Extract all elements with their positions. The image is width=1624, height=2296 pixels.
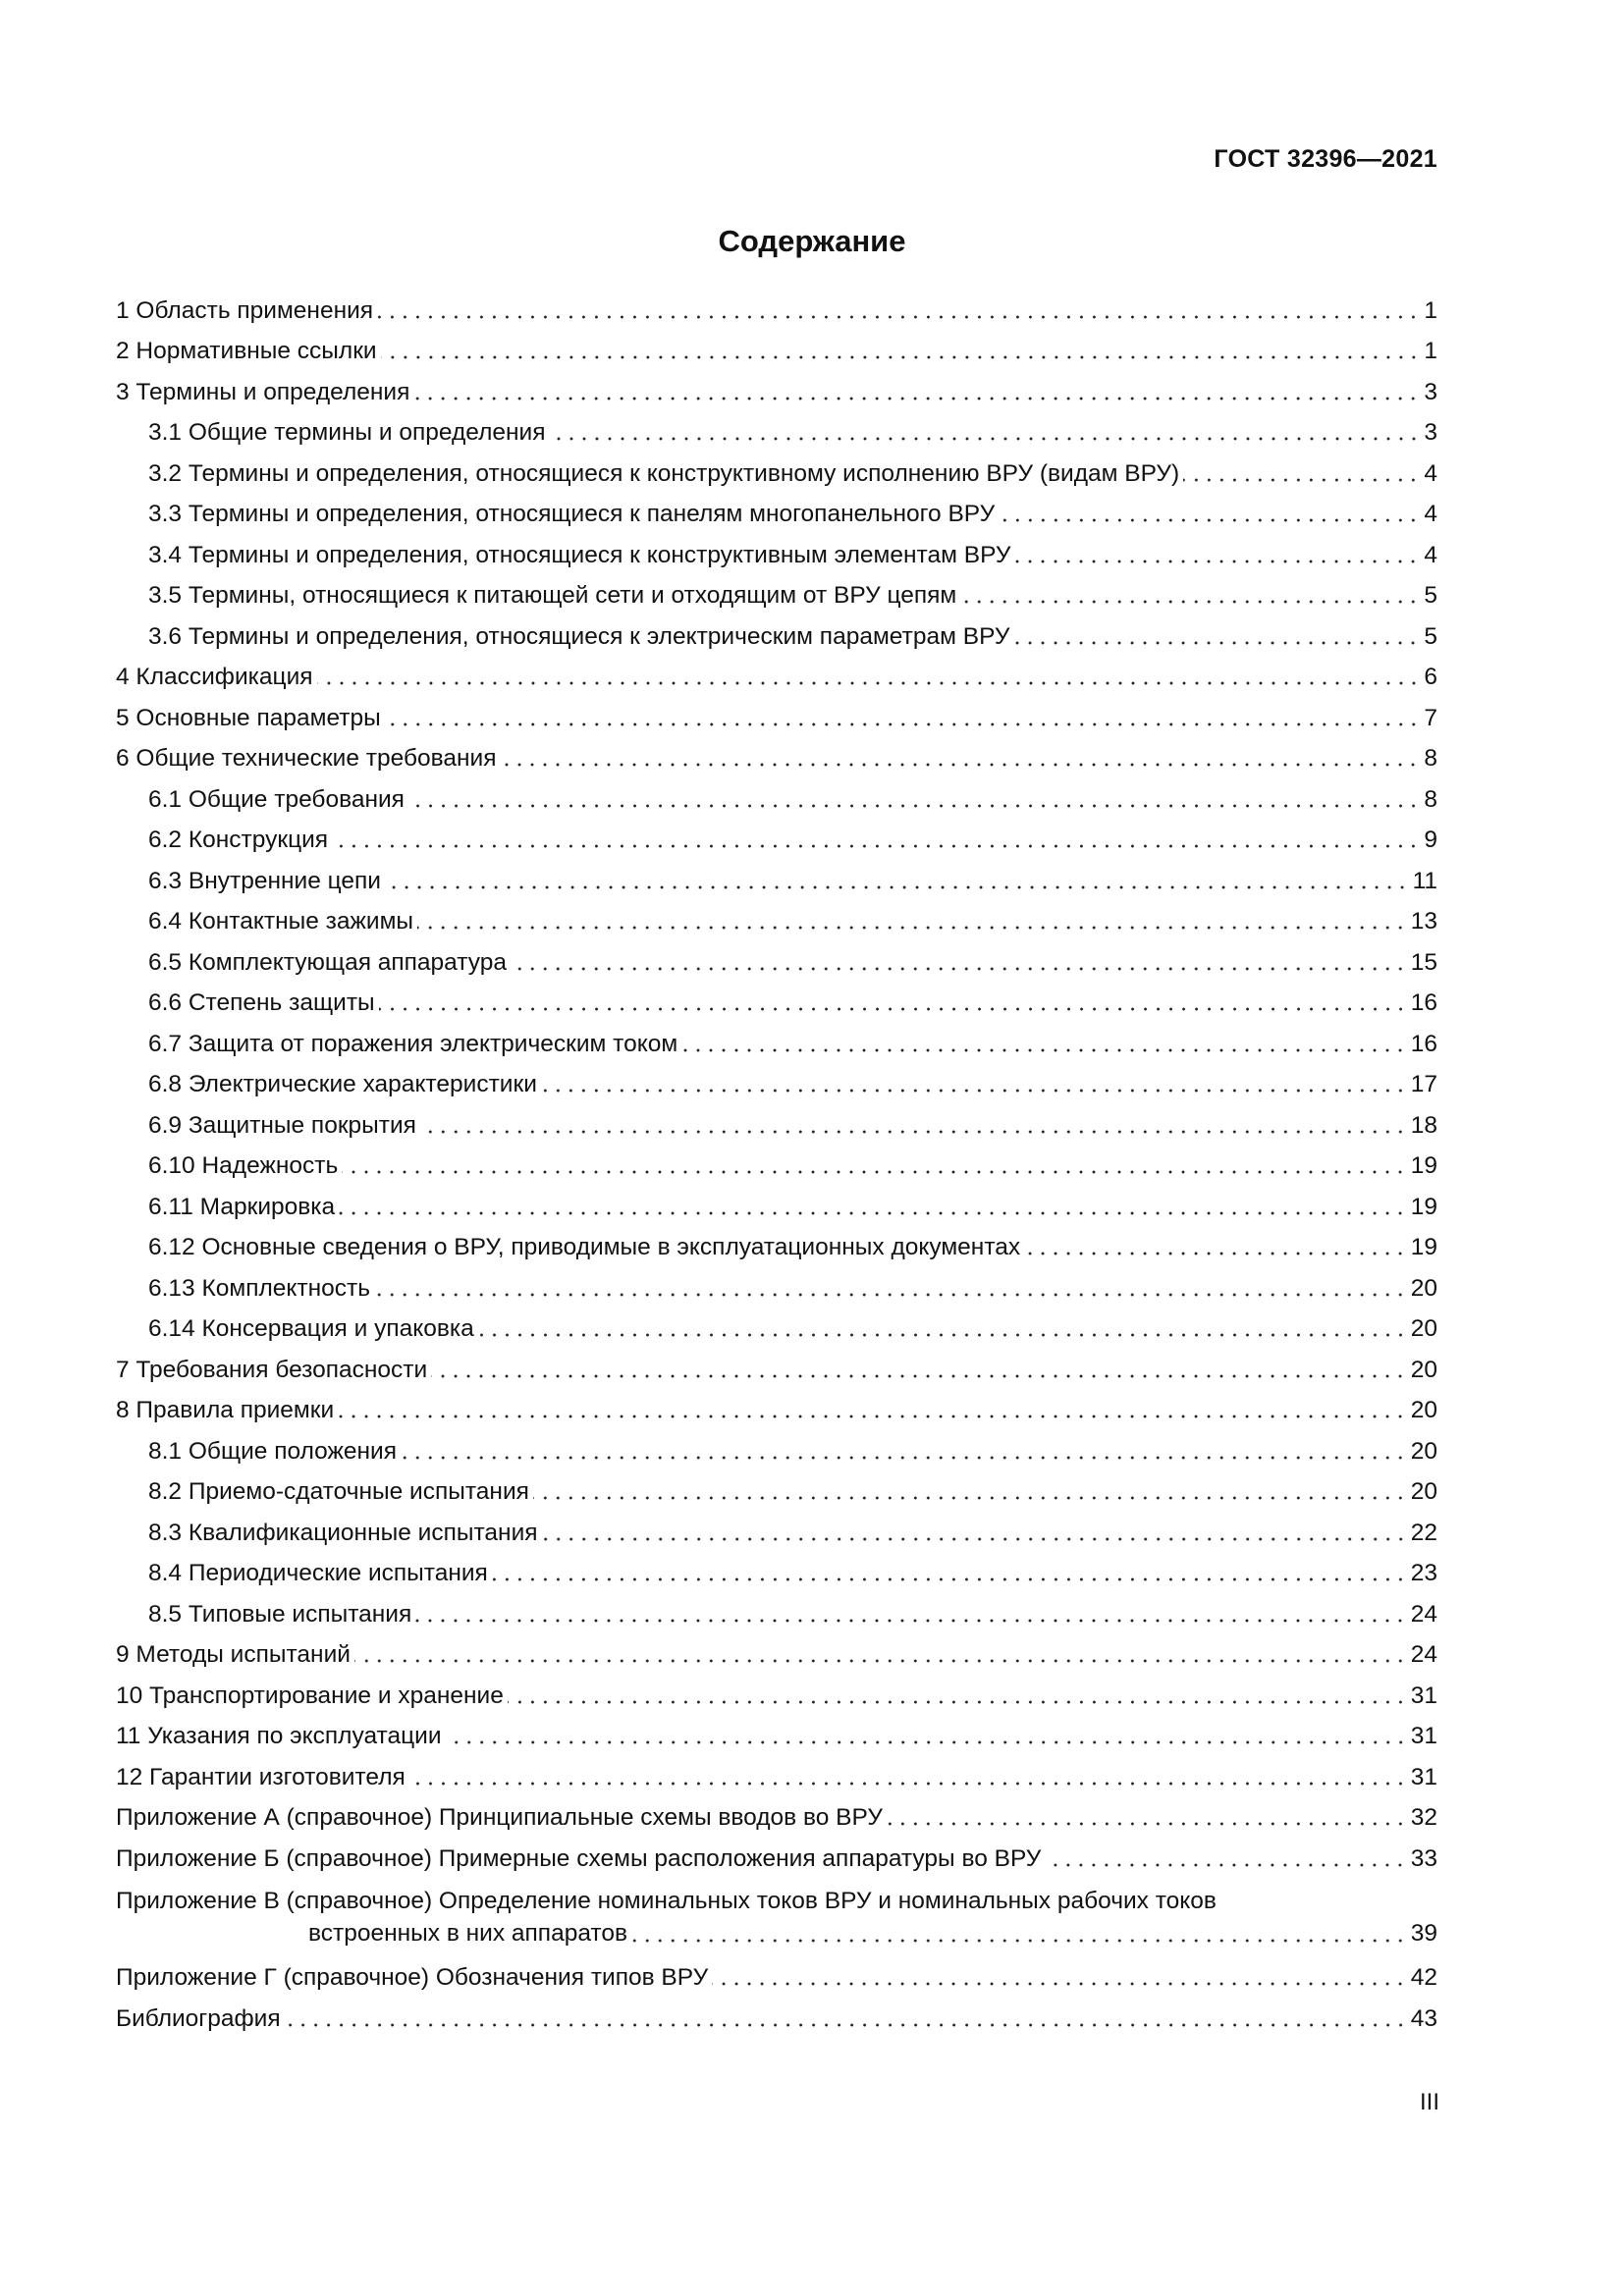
toc-entry-text: Приложение Б (справочное) Примерные схемы расположения аппаратуры во ВРУ	[116, 1844, 1042, 1872]
toc-entry[interactable]	[116, 692, 1437, 733]
toc-entry[interactable]	[116, 1304, 1437, 1345]
dot-leader	[381, 355, 1420, 359]
dot-leader	[408, 804, 1420, 808]
toc-entry[interactable]	[116, 1507, 1437, 1548]
toc-entry-page: 15	[1410, 948, 1437, 976]
toc-entry-text: Приложение А (справочное) Принципиальные схемы вводов во ВРУ	[116, 1804, 883, 1831]
toc-entry[interactable]	[116, 1262, 1437, 1304]
toc-entry-text: 8 Правила приемки	[116, 1397, 335, 1423]
toc-entry[interactable]	[116, 1425, 1437, 1467]
dot-leader	[332, 844, 1420, 848]
dot-leader	[492, 1577, 1407, 1581]
toc-entry-text: 1 Область применения	[116, 296, 374, 324]
toc-entry-text: 6.7 Защита от поражения электрическим током	[148, 1030, 678, 1057]
dot-leader	[511, 967, 1407, 971]
dot-leader	[478, 1333, 1407, 1337]
toc-entry-text: 3.1 Общие термины и определения	[148, 419, 546, 446]
toc-entry-page: 19	[1410, 1193, 1437, 1220]
dot-leader	[960, 600, 1420, 604]
toc-entry[interactable]	[116, 1222, 1437, 1263]
toc-entry[interactable]	[116, 1711, 1437, 1752]
toc-entry-text: 6.1 Общие требования	[148, 785, 405, 813]
toc-entry-page: 20	[1410, 1437, 1437, 1465]
toc-entry-text: 6.14 Консервация и упаковка	[148, 1315, 474, 1342]
toc-entry-text: 6 Общие технические требования	[116, 745, 497, 772]
toc-entry-page: 24	[1410, 1641, 1437, 1668]
dot-leader	[379, 1007, 1407, 1011]
toc-entry-page: 5	[1424, 582, 1437, 609]
toc-entry-page: 18	[1410, 1111, 1437, 1139]
toc-entry-text: 8.5 Типовые испытания	[148, 1600, 412, 1628]
toc-entry[interactable]	[116, 1099, 1437, 1141]
dot-leader	[1014, 560, 1420, 563]
dot-leader	[1024, 1252, 1407, 1255]
toc-entry[interactable]	[116, 815, 1437, 856]
dot-leader	[413, 397, 1420, 400]
dot-leader	[550, 437, 1420, 441]
toc-entry[interactable]	[116, 774, 1437, 815]
toc-entry-page: 3	[1424, 419, 1437, 446]
toc-entry[interactable]	[116, 448, 1437, 489]
toc-entry-page: 17	[1410, 1071, 1437, 1097]
dot-leader	[712, 1982, 1407, 1986]
toc-entry-page: 16	[1410, 989, 1437, 1016]
table-of-contents	[116, 285, 1437, 2034]
dot-leader	[541, 1089, 1407, 1093]
toc-entry-page: 3	[1424, 378, 1437, 405]
toc-entry-text: 6.8 Электрические характеристики	[148, 1071, 537, 1097]
toc-entry-page: 22	[1410, 1519, 1437, 1546]
toc-entry-page: 8	[1424, 785, 1437, 813]
dot-leader	[342, 1170, 1406, 1174]
toc-entry-text: 6.6 Степень защиты	[148, 989, 375, 1016]
toc-entry[interactable]	[116, 1751, 1437, 1792]
dot-leader	[1013, 641, 1420, 645]
toc-entry-page: 39	[1410, 1919, 1437, 1947]
dot-leader	[385, 885, 1409, 889]
toc-entry[interactable]	[116, 570, 1437, 612]
toc-entry-text: 10 Транспортирование и хранение	[116, 1682, 504, 1709]
toc-entry-page: 1	[1424, 296, 1437, 324]
toc-entry-text: 8.2 Приемо-сдаточные испытания	[148, 1478, 529, 1505]
toc-entry-page: 4	[1424, 541, 1437, 568]
toc-entry-text: Приложение В (справочное) Определение номинальных токов ВРУ и номинальных рабочих токов	[116, 1887, 1217, 1914]
dot-leader	[420, 1130, 1407, 1134]
toc-entry[interactable]	[116, 366, 1437, 407]
toc-entry-text: 3 Термины и определения	[116, 378, 410, 405]
toc-entry-page: 24	[1410, 1600, 1437, 1628]
toc-entry-text: 8.3 Квалификационные испытания	[148, 1519, 538, 1546]
dot-leader	[317, 681, 1420, 685]
toc-entry-text: 6.9 Защитные покрытия	[148, 1111, 416, 1139]
dot-leader	[401, 1456, 1407, 1460]
page-title: Содержание	[718, 224, 906, 258]
toc-entry-text: 11 Указания по эксплуатации	[116, 1723, 442, 1749]
toc-entry-page: 19	[1410, 1234, 1437, 1260]
toc-entry-page: 20	[1410, 1478, 1437, 1505]
toc-entry-page: 4	[1424, 501, 1437, 527]
dot-leader	[887, 1822, 1407, 1826]
toc-entry[interactable]	[116, 652, 1437, 693]
toc-entry-text: 3.3 Термины и определения, относящиеся к панелям многопанельного ВРУ	[148, 501, 996, 527]
dot-leader	[415, 1619, 1406, 1623]
toc-entry-page: 20	[1410, 1397, 1437, 1423]
toc-entry[interactable]	[116, 936, 1437, 978]
toc-entry-page: 31	[1410, 1723, 1437, 1749]
dot-leader	[409, 1782, 1407, 1786]
dot-leader	[417, 926, 1407, 930]
toc-entry[interactable]	[116, 1181, 1437, 1222]
dot-leader	[431, 1374, 1407, 1378]
toc-entry[interactable]	[116, 855, 1437, 896]
toc-entry-text-continued: встроенных в них аппаратов	[308, 1919, 627, 1947]
page-number: III	[1419, 2089, 1439, 2115]
toc-entry-text: 8.1 Общие положения	[148, 1437, 398, 1465]
toc-entry[interactable]	[116, 1344, 1437, 1385]
toc-entry-text: 3.4 Термины и определения, относящиеся к конструктивным элементам ВРУ	[148, 541, 1011, 568]
toc-entry-page: 33	[1410, 1844, 1437, 1872]
toc-entry-page: 42	[1410, 1964, 1437, 1991]
toc-entry-text: 6.10 Надежность	[148, 1152, 339, 1179]
toc-entry-page: 7	[1424, 704, 1437, 731]
dot-leader	[681, 1048, 1407, 1052]
dot-leader	[1045, 1863, 1406, 1867]
document-designation: ГОСТ 32396—2021	[1214, 145, 1437, 173]
toc-entry[interactable]	[116, 1385, 1437, 1426]
dot-leader	[374, 1293, 1407, 1297]
toc-entry[interactable]	[116, 1670, 1437, 1711]
dot-leader	[631, 1939, 1407, 1943]
toc-entry-page: 23	[1410, 1560, 1437, 1586]
toc-entry-page: 9	[1424, 827, 1437, 853]
toc-entry-page: 11	[1412, 867, 1437, 894]
toc-entry-text: 8.4 Периодические испытания	[148, 1560, 488, 1586]
dot-leader	[446, 1740, 1407, 1744]
toc-entry-text: 6.11 Маркировка	[148, 1193, 336, 1220]
toc-entry[interactable]	[116, 1059, 1437, 1100]
toc-entry-text: Библиография	[116, 2004, 281, 2032]
toc-entry[interactable]	[116, 896, 1437, 937]
toc-entry[interactable]	[116, 1874, 1437, 1949]
toc-entry-page: 8	[1424, 745, 1437, 772]
dot-leader	[508, 1700, 1407, 1704]
toc-entry[interactable]	[116, 1952, 1437, 1994]
toc-entry-page: 19	[1410, 1152, 1437, 1179]
dot-leader	[533, 1496, 1407, 1500]
toc-entry-text: Приложение Г (справочное) Обозначения типов ВРУ	[116, 1964, 709, 1991]
toc-entry-text: 5 Основные параметры	[116, 704, 381, 731]
toc-entry[interactable]	[116, 285, 1437, 326]
toc-entry-page: 1	[1424, 338, 1437, 364]
toc-entry-page: 20	[1410, 1356, 1437, 1383]
toc-entry-text: 6.2 Конструкция	[148, 827, 329, 853]
toc-entry-page: 32	[1410, 1804, 1437, 1831]
toc-entry[interactable]	[116, 1588, 1437, 1629]
toc-entry-text: 6.5 Комплектующая аппаратура	[148, 948, 507, 976]
dot-leader	[354, 1659, 1407, 1663]
dot-leader	[999, 518, 1420, 522]
dot-leader	[338, 1415, 1407, 1418]
dot-leader	[500, 763, 1420, 767]
toc-entry-text: 12 Гарантии изготовителя	[116, 1763, 406, 1790]
toc-entry[interactable]	[116, 1993, 1437, 2034]
dot-leader	[285, 2023, 1407, 2027]
toc-entry[interactable]	[116, 1018, 1437, 1059]
toc-entry[interactable]	[116, 611, 1437, 652]
toc-entry-page: 4	[1424, 459, 1437, 487]
toc-entry[interactable]	[116, 326, 1437, 367]
toc-entry-text: 6.12 Основные сведения о ВРУ, приводимые в эксплуатационных документах	[148, 1234, 1021, 1260]
toc-entry-text: 9 Методы испытаний	[116, 1641, 351, 1668]
toc-entry[interactable]	[116, 978, 1437, 1019]
toc-entry-page: 6	[1424, 664, 1437, 690]
toc-entry-text: 3.5 Термины, относящиеся к питающей сети и отходящим от ВРУ цепям	[148, 582, 957, 609]
toc-entry-page: 13	[1410, 908, 1437, 934]
dot-leader	[377, 315, 1420, 319]
toc-entry[interactable]	[116, 1629, 1437, 1671]
dot-leader	[339, 1211, 1407, 1215]
toc-entry[interactable]	[116, 407, 1437, 449]
toc-entry-text: 4 Классификация	[116, 664, 313, 690]
toc-entry[interactable]	[116, 1792, 1437, 1834]
toc-entry-text: 6.3 Внутренние цепи	[148, 867, 381, 894]
toc-entry-text: 2 Нормативные ссылки	[116, 338, 377, 364]
toc-entry[interactable]	[116, 489, 1437, 530]
toc-entry[interactable]	[116, 1141, 1437, 1182]
toc-entry-page: 31	[1410, 1682, 1437, 1709]
toc-entry-page: 20	[1410, 1274, 1437, 1302]
toc-entry[interactable]	[116, 529, 1437, 570]
toc-entry-page: 43	[1410, 2004, 1437, 2032]
toc-entry-text: 6.13 Комплектность	[148, 1274, 371, 1302]
toc-entry-text: 7 Требования безопасности	[116, 1356, 428, 1383]
toc-entry[interactable]	[116, 733, 1437, 774]
toc-entry-text: 6.4 Контактные зажимы	[148, 908, 414, 934]
dot-leader	[1183, 478, 1420, 482]
toc-entry-page: 31	[1410, 1763, 1437, 1790]
toc-entry-page: 16	[1410, 1030, 1437, 1057]
toc-entry-text: 3.6 Термины и определения, относящиеся к электрическим параметрам ВРУ	[148, 622, 1010, 650]
dot-leader	[385, 722, 1420, 726]
toc-entry-page: 5	[1424, 622, 1437, 650]
dot-leader	[542, 1537, 1407, 1541]
toc-entry[interactable]	[116, 1467, 1437, 1508]
toc-entry[interactable]	[116, 1548, 1437, 1589]
toc-entry[interactable]	[116, 1833, 1437, 1874]
toc-entry-page: 20	[1410, 1315, 1437, 1342]
toc-entry-text: 3.2 Термины и определения, относящиеся к конструктивному исполнению ВРУ (видам ВРУ)	[148, 459, 1180, 487]
